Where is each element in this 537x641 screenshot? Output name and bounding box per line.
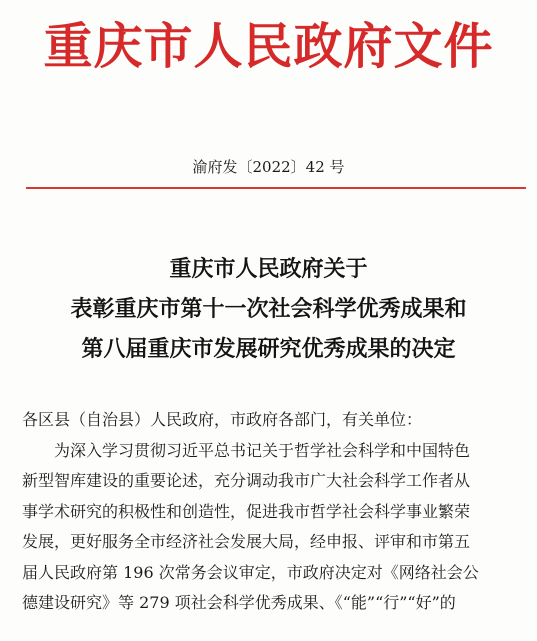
body-line-6: 德建设研究》等 279 项社会科学优秀成果、《“能”“行”“好”的 xyxy=(22,593,456,612)
body-line-1: 为深入学习贯彻习近平总书记关于哲学社会科学和中国特色 xyxy=(22,440,471,460)
red-divider-line xyxy=(26,187,526,189)
title-line-2: 表彰重庆市第十一次社会科学优秀成果和 xyxy=(70,297,467,322)
salutation: 各区县（自治县）人民政府，市政府各部门，有关单位： xyxy=(22,410,423,429)
title-line-1: 重庆市人民政府关于 xyxy=(169,257,368,282)
title-line-3: 第八届重庆市发展研究优秀成果的决定 xyxy=(81,337,456,362)
body-line-3: 事学术研究的积极性和创造性，促进我市哲学社会科学事业繁荣 xyxy=(22,501,471,521)
body-line-2: 新型智库建设的重要论述，充分调动我市广大社会科学工作者从 xyxy=(22,471,471,490)
document-number: 渝府发〔2022〕42 号 xyxy=(192,158,345,176)
document-body xyxy=(22,405,532,619)
body-line-4: 发展，更好服务全市经济社会发展大局，经申报、评审和市第五 xyxy=(22,532,471,551)
body-line-5: 届人民政府第 196 次常务会议审定，市政府决定对《网络社会公 xyxy=(22,562,479,582)
masthead-title: 重庆市人民政府文件 xyxy=(43,17,494,75)
document-title xyxy=(0,250,537,370)
